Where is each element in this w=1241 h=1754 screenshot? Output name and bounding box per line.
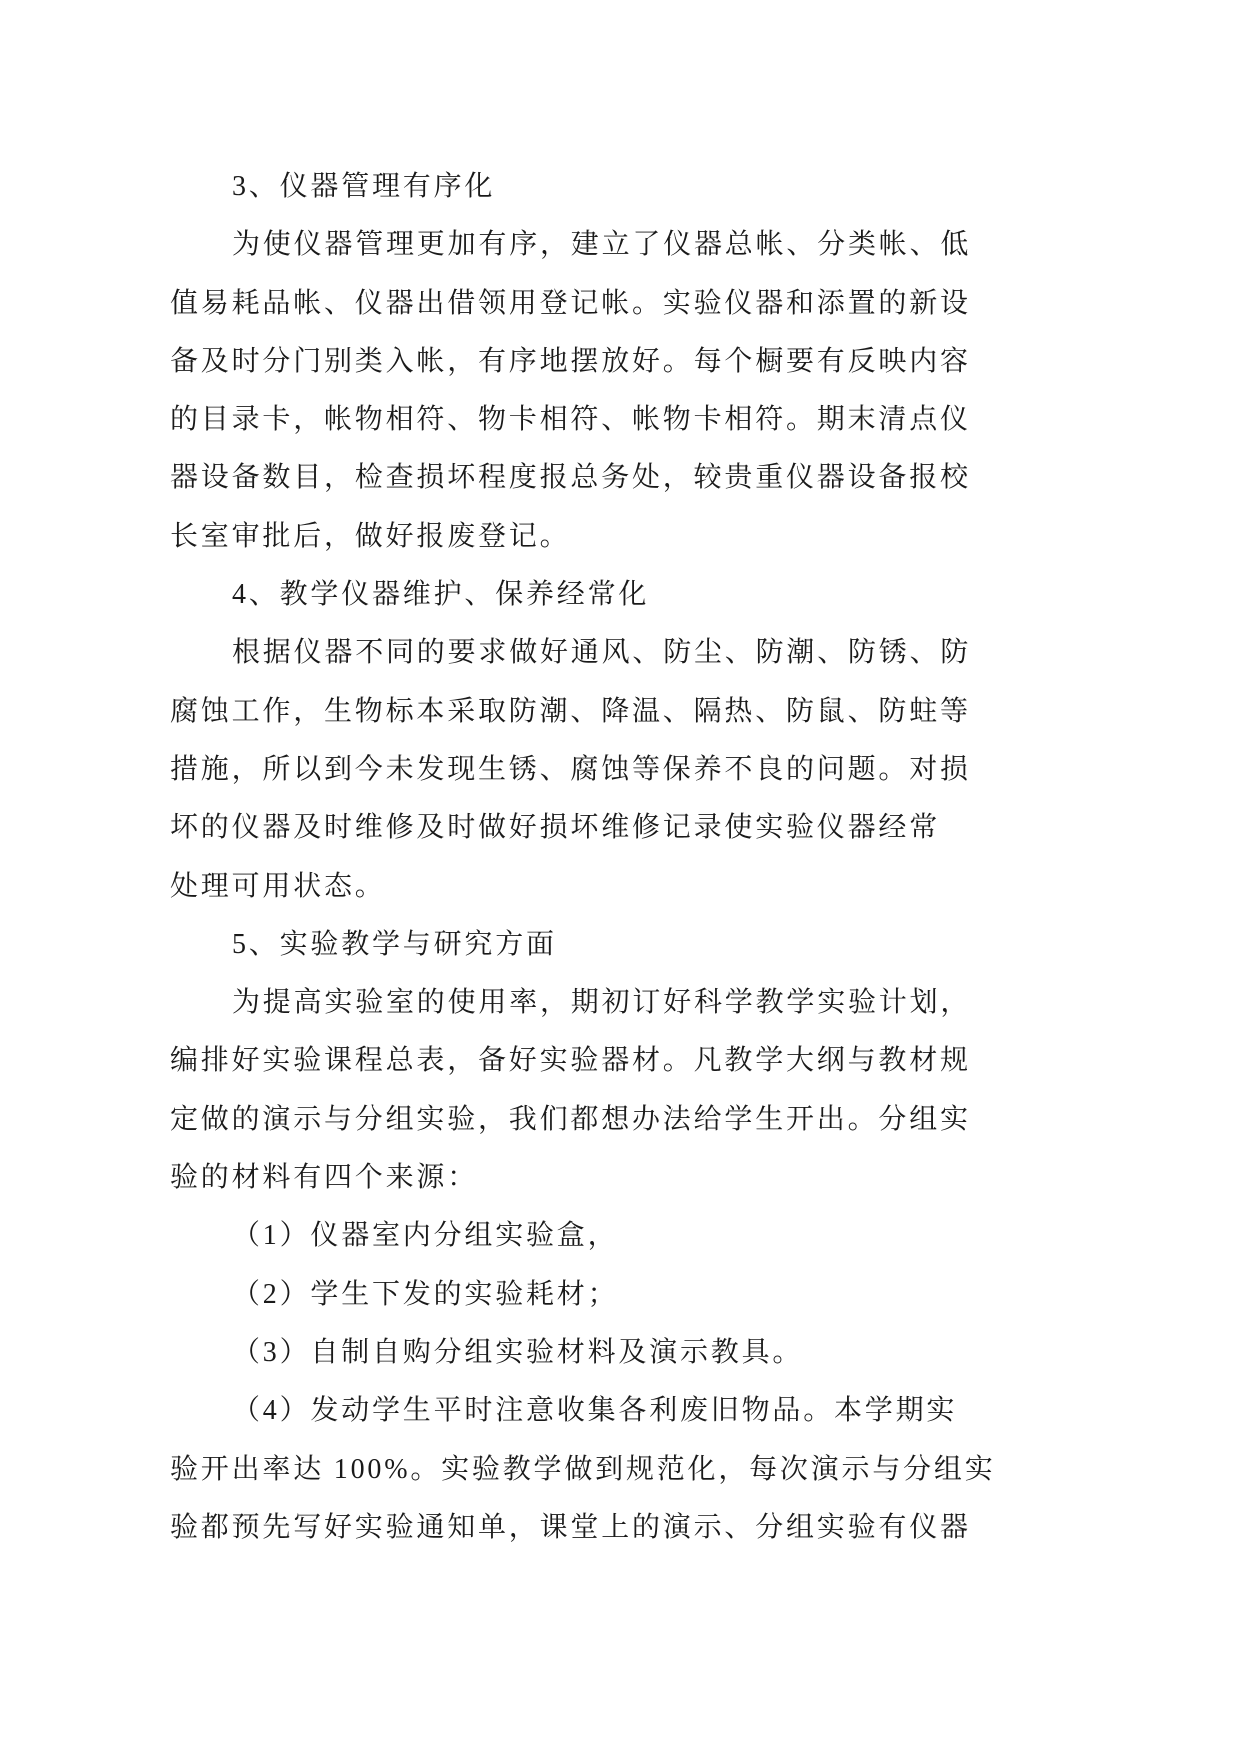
section-heading-instrument-management: 3、仪器管理有序化: [232, 171, 496, 202]
list-item: （3）自制自购分组实验材料及演示教具。: [232, 1336, 804, 1368]
paragraph-line: 备及时分门别类入帐，有序地摆放好。每个橱要有反映内容: [170, 345, 971, 377]
paragraph-line: 处理可用状态。: [170, 870, 386, 902]
paragraph-line: 器设备数目，检查损坏程度报总务处，较贵重仪器设备报校: [170, 462, 971, 494]
paragraph-line: 为提高实验室的使用率，期初订好科学教学实验计划，: [232, 987, 972, 1019]
paragraph-line: 根据仪器不同的要求做好通风、防尘、防潮、防锈、防: [232, 637, 972, 669]
document-body: [170, 158, 996, 1557]
paragraph-line: 定做的演示与分组实验，我们都想办法给学生开出。分组实: [170, 1103, 971, 1135]
paragraph-line: 措施，所以到今未发现生锈、腐蚀等保养不良的问题。对损: [170, 753, 971, 785]
paragraph-line: 腐蚀工作，生物标本采取防潮、降温、隔热、防鼠、防蛀等: [170, 695, 971, 727]
section-heading-instrument-maintenance: 4、教学仪器维护、保养经常化: [232, 579, 650, 611]
paragraph-line: 编排好实验课程总表，备好实验器材。凡教学大纲与教材规: [170, 1045, 971, 1077]
paragraph-line: 坏的仪器及时维修及时做好损坏维修记录使实验仪器经常: [170, 812, 941, 844]
paragraph-line: 值易耗品帐、仪器出借领用登记帐。实验仪器和添置的新设: [170, 287, 971, 319]
paragraph-line: 长室审批后，做好报废登记。: [170, 520, 571, 552]
paragraph-line: 为使仪器管理更加有序，建立了仪器总帐、分类帐、低: [232, 229, 972, 261]
list-item: （4）发动学生平时注意收集各利废旧物品。本学期实: [232, 1395, 958, 1427]
section-heading-experiment-teaching: 5、实验教学与研究方面: [232, 928, 557, 960]
list-item: （1）仪器室内分组实验盒，: [232, 1220, 619, 1252]
list-item: （2）学生下发的实验耗材；: [232, 1278, 619, 1310]
paragraph-line: 验开出率达 100%。实验教学做到规范化，每次演示与分组实: [170, 1453, 996, 1485]
paragraph-line: 验的材料有四个来源：: [170, 1162, 479, 1194]
paragraph-line: 的目录卡，帐物相符、物卡相符、帐物卡相符。期末清点仪: [170, 404, 971, 436]
paragraph-line: 验都预先写好实验通知单，课堂上的演示、分组实验有仪器: [170, 1511, 971, 1543]
